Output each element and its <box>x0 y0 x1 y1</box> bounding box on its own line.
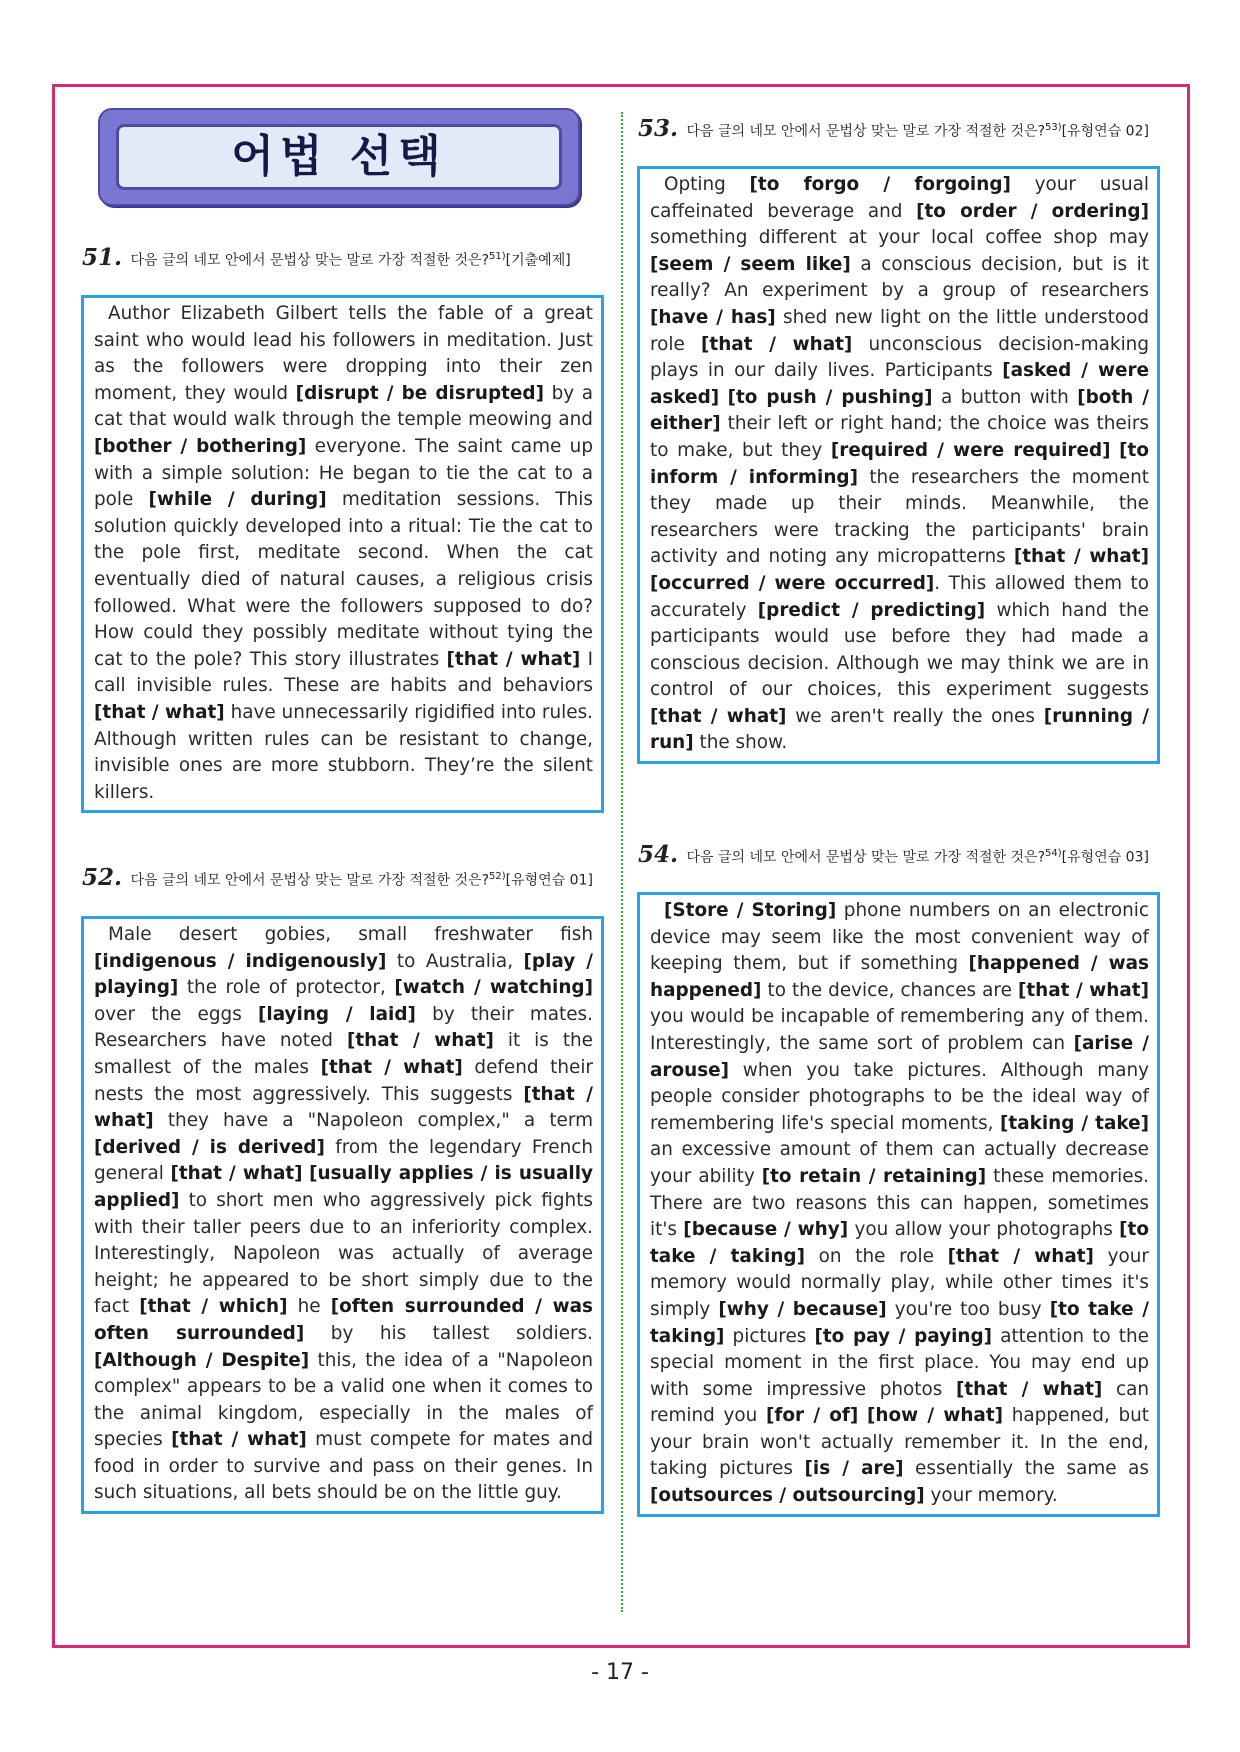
passage-segment: from the legendary French general <box>94 1136 594 1185</box>
choice-bracket: [because / why] <box>683 1219 849 1241</box>
choice-bracket: [that / what] <box>170 1163 303 1185</box>
question-tag: [유형연습 01] <box>505 872 593 889</box>
choice-bracket: [that / what] <box>94 1083 593 1132</box>
passage-segment: the researchers the moment they made up their minds. Meanwhile, the researchers were tracking the participants' brain activity and noting any micropatterns <box>650 466 1149 568</box>
passage-segment: meditation sessions. This solution quickly developed into a ritual: Tie the cat to the pole first, meditate second. When the cat eventually died of natural causes, a religious crisis followed. What were the followers supposed to do? How could they possibly meditate without tying the cat to the pole? This story illustrates <box>94 489 593 670</box>
passage-segment: they have a "Napoleon complex," a term <box>153 1110 593 1132</box>
passage-segment: attention to the special moment in the first place. You may end up with some impressive photos <box>650 1325 1149 1400</box>
passage-segment: these memories. There are two reasons this can happen, sometimes it's <box>650 1165 1149 1241</box>
choice-bracket: [watch / watching] <box>394 977 594 999</box>
choice-bracket: [that / what] <box>346 1030 494 1052</box>
choice-bracket: [that / what] <box>94 701 225 723</box>
choice-bracket: [happened / was happened] <box>650 953 1149 1001</box>
question-number: 53. <box>638 114 679 142</box>
choice-bracket: [that / what] <box>947 1245 1094 1267</box>
choice-bracket: [that / which] <box>139 1296 288 1318</box>
passage-segment: which hand the participants would use before they had made a conscious decision. Although we may think we are in control of our choices, this experiment suggests <box>650 599 1149 701</box>
passage-segment: pictures <box>724 1325 815 1347</box>
passage-segment: by his tallest soldiers. <box>304 1322 594 1344</box>
passage-segment: your usual caffeinated beverage and <box>650 174 1149 222</box>
passage-segment: shed new light on the little understood role <box>650 306 1149 355</box>
passage-segment: happened, but your brain won't actually remember it. In the end, taking pictures <box>650 1405 1149 1480</box>
passage-text <box>650 898 1149 1510</box>
passage-segment: can remind you <box>650 1378 1150 1427</box>
choice-bracket: [to inform / informing] <box>650 439 1149 488</box>
passage-segment: when you take pictures. Although many people consider photographs to be the ideal way of remembering life's special moments, <box>650 1059 1149 1134</box>
choice-bracket: [indigenous / indigenously] <box>94 950 387 972</box>
passage-segment: phone numbers on an electronic device may seem like the most convenient way of keeping them, but if something <box>650 900 1149 975</box>
column-divider <box>621 112 623 1612</box>
choice-bracket: [that / what] <box>446 648 581 670</box>
passage-segment: essentially the same as <box>903 1458 1149 1480</box>
choice-bracket: [that / what] <box>650 705 787 727</box>
passage-segment: it is the smallest of the males <box>94 1030 593 1078</box>
choice-bracket: [disrupt / be disrupted] <box>295 382 544 404</box>
section-title-banner <box>98 108 580 206</box>
choice-bracket: [is / are] <box>804 1458 904 1480</box>
choice-bracket: [that / what] <box>171 1429 307 1451</box>
passage-segment: you allow your photographs <box>848 1219 1120 1241</box>
choice-bracket: [predict / predicting] <box>757 599 986 621</box>
choice-bracket: [required / were required] <box>830 439 1111 461</box>
question-51-passage <box>81 295 604 813</box>
passage-text <box>94 922 593 1507</box>
question-54-header <box>638 840 1164 869</box>
question-prompt: 다음 글의 네모 안에서 문법상 맞는 말로 가장 적절한 것은? <box>686 849 1046 866</box>
passage-segment: you would be incapable of remembering any of them. Interestingly, the same sort of problem can <box>650 1006 1149 1054</box>
passage-segment: to Australia, <box>386 950 524 972</box>
choice-bracket: [that / what] <box>320 1056 463 1078</box>
passage-segment: on the role <box>804 1245 948 1267</box>
question-tag: [유형연습 02] <box>1061 123 1149 140</box>
choice-bracket: [both / either] <box>650 386 1149 435</box>
question-number: 54. <box>638 840 679 868</box>
choice-bracket: [that / what] <box>955 1378 1103 1400</box>
choice-bracket: [play / playing] <box>94 950 593 999</box>
passage-segment: over the eggs <box>94 1003 258 1025</box>
question-ref: 53) <box>1045 122 1062 133</box>
choice-bracket: [Although / Despite] <box>94 1349 310 1371</box>
choice-bracket: [bother / bothering] <box>94 435 307 457</box>
passage-segment: we aren't really the ones <box>786 705 1044 727</box>
passage-text <box>650 172 1149 757</box>
question-52-header <box>82 863 608 892</box>
choice-bracket: [why / because] <box>718 1298 887 1320</box>
passage-segment: something different at your local coffee shop may <box>650 227 1149 249</box>
choice-bracket: [arise / arouse] <box>650 1032 1149 1081</box>
passage-segment: everyone. The saint came up with a simple solution: He began to tie the cat to a pole <box>94 435 593 511</box>
question-tag: [유형연습 03] <box>1061 849 1149 866</box>
choice-bracket: [to order / ordering] <box>916 200 1149 222</box>
passage-segment <box>1111 440 1120 461</box>
choice-bracket: [for / of] <box>765 1405 859 1427</box>
choice-bracket: [to forgo / forgoing] <box>749 174 1011 195</box>
passage-segment: by a cat that would walk through the temple meowing and <box>94 382 593 431</box>
choice-bracket: [Store / Storing] <box>664 900 837 921</box>
choice-bracket: [to pay / paying] <box>814 1325 993 1347</box>
passage-segment: their left or right hand; the choice was theirs to make, but they <box>650 413 1149 461</box>
choice-bracket: [that / what] <box>1017 979 1149 1001</box>
section-title: 어법 선택 <box>231 131 447 182</box>
passage-segment: to short men who aggressively pick fights with their taller peers due to an inferiority complex. Interestingly, Napoleon was actually of average height; he appeared to be short simply due to the fact <box>94 1189 593 1318</box>
question-number: 51. <box>82 243 123 271</box>
passage-segment: a conscious decision, but is it really? An experiment by a group of researchers <box>650 253 1149 302</box>
passage-segment <box>858 1405 867 1426</box>
question-53-passage <box>637 166 1160 764</box>
question-prompt: 다음 글의 네모 안에서 문법상 맞는 말로 가장 적절한 것은? <box>686 123 1046 140</box>
passage-segment: must compete for mates and food in order to survive and pass on their genes. In such situations, all bets should be on the little guy. <box>94 1429 593 1504</box>
passage-segment: . This allowed them to accurately <box>650 572 1150 621</box>
passage-segment: I call invisible rules. These are habits and behaviors <box>94 648 593 697</box>
choice-bracket: [seem / seem like] <box>650 253 851 275</box>
passage-segment: you're too busy <box>886 1298 1050 1320</box>
section-title-inner <box>116 124 562 190</box>
choice-bracket: [that / what] <box>701 333 853 355</box>
passage-segment: the role of protector, <box>178 977 395 999</box>
question-54-passage <box>637 892 1160 1517</box>
passage-segment: defend their nests the most aggressively. This suggests <box>94 1056 593 1105</box>
choice-bracket: [occurred / were occurred] <box>650 572 935 594</box>
question-53-header <box>638 114 1164 143</box>
choice-bracket: [running / run] <box>650 705 1150 754</box>
question-52-passage <box>81 916 604 1514</box>
passage-segment: unconscious decision-making plays in our daily lives. Participants <box>650 333 1150 382</box>
choice-bracket: [laying / laid] <box>258 1003 416 1025</box>
question-51-header <box>82 243 602 272</box>
passage-text <box>94 301 593 806</box>
passage-segment: your memory would normally play, while other times it's simply <box>650 1245 1149 1320</box>
passage-segment: to the device, chances are <box>761 979 1018 1001</box>
choice-bracket: [while / during] <box>148 489 327 511</box>
choice-bracket: [usually applies / is usually applied] <box>94 1163 593 1211</box>
choice-bracket: [how / what] <box>867 1405 1004 1427</box>
question-ref: 52) <box>489 871 506 882</box>
choice-bracket: [derived / is derived] <box>94 1136 325 1158</box>
choice-bracket: [asked / were asked] <box>650 360 1149 408</box>
choice-bracket: [to push / pushing] <box>727 386 933 408</box>
question-ref: 54) <box>1045 848 1062 859</box>
page-number: - 17 - <box>591 1660 649 1685</box>
choice-bracket: [to take / taking] <box>650 1298 1149 1347</box>
passage-segment: an excessive amount of them can actually decrease your ability <box>650 1139 1149 1187</box>
passage-segment: Male desert gobies, small freshwater fish <box>108 924 593 945</box>
passage-segment: your memory. <box>924 1485 1058 1507</box>
question-prompt: 다음 글의 네모 안에서 문법상 맞는 말로 가장 적절한 것은? <box>130 872 490 889</box>
choice-bracket: [to take / taking] <box>650 1219 1149 1267</box>
choice-bracket: [have / has] <box>650 306 776 328</box>
passage-segment: Opting <box>664 174 750 195</box>
question-ref: 51) <box>489 251 506 262</box>
choice-bracket: [often surrounded / was often surrounded] <box>94 1296 593 1344</box>
passage-segment: this, the idea of a "Napoleon complex" appears to be a valid one when it comes to the animal kingdom, especially in the males of species <box>94 1349 594 1451</box>
passage-segment: have unnecessarily rigidified into rules. Although written rules can be resistant to change, invisible ones are more stubborn. They’re the silent killers. <box>94 701 594 803</box>
passage-segment: Author Elizabeth Gilbert tells the fable of a great saint who would lead his followers in meditation. Just as the followers were dropping into their zen moment, they would <box>94 303 593 404</box>
passage-segment: he <box>287 1296 331 1318</box>
choice-bracket: [outsources / outsourcing] <box>650 1485 925 1507</box>
choice-bracket: [taking / take] <box>1000 1112 1149 1134</box>
passage-segment: by their mates. Researchers have noted <box>94 1003 593 1052</box>
choice-bracket: [that / what] <box>1013 546 1150 568</box>
passage-segment: the show. <box>693 732 788 754</box>
choice-bracket: [to retain / retaining] <box>761 1165 987 1187</box>
passage-segment: a button with <box>932 386 1078 408</box>
question-number: 52. <box>82 863 123 891</box>
question-tag: [기출예제] <box>505 252 571 269</box>
question-prompt: 다음 글의 네모 안에서 문법상 맞는 말로 가장 적절한 것은? <box>130 252 490 269</box>
passage-segment <box>719 387 727 408</box>
